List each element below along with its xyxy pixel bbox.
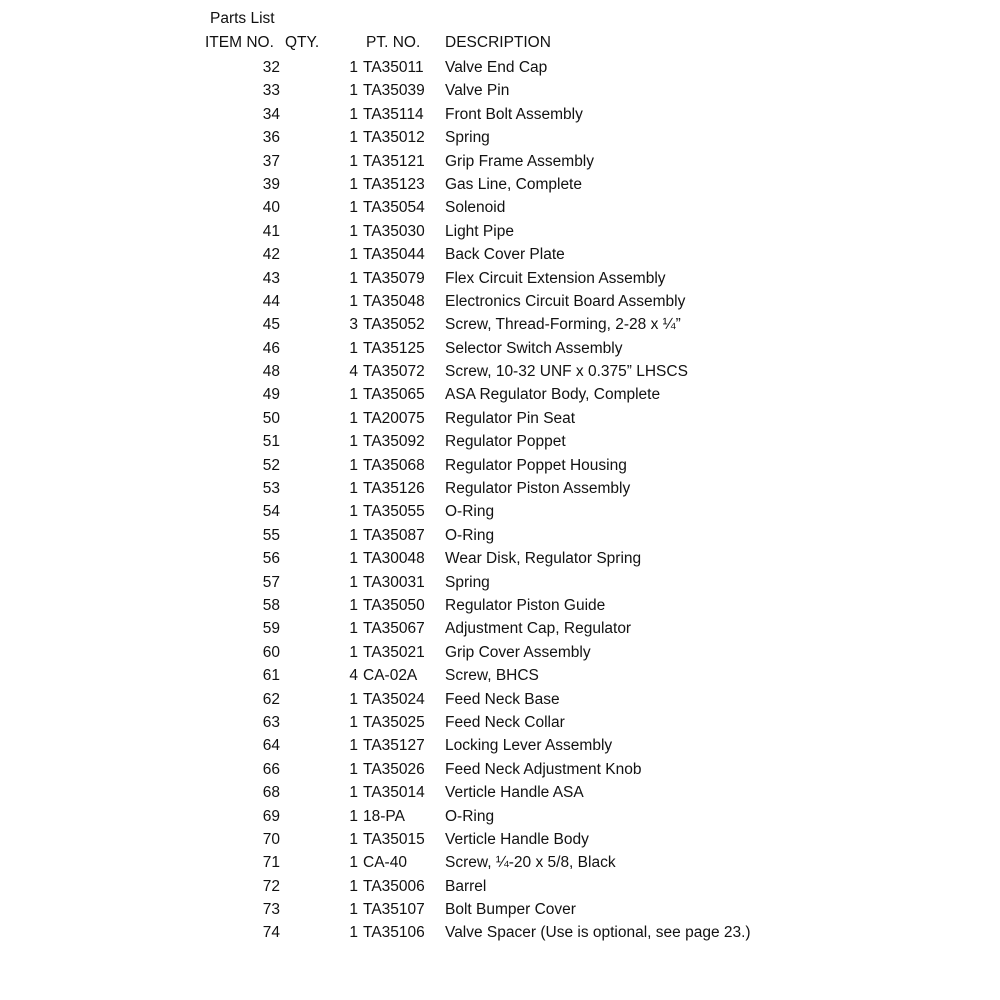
item-number: 59 bbox=[262, 620, 280, 638]
quantity: 1 bbox=[349, 433, 358, 451]
table-row bbox=[0, 758, 1000, 781]
table-row bbox=[0, 594, 1000, 617]
table-row bbox=[0, 711, 1000, 734]
item-number: 34 bbox=[262, 105, 280, 123]
description: Wear Disk, Regulator Spring bbox=[445, 550, 642, 568]
table-row bbox=[0, 103, 1000, 126]
part-number: TA30048 bbox=[363, 550, 425, 568]
description: Regulator Pin Seat bbox=[445, 409, 576, 427]
table-row bbox=[0, 313, 1000, 336]
quantity: 1 bbox=[349, 246, 358, 264]
quantity: 4 bbox=[349, 363, 358, 381]
description: O-Ring bbox=[445, 807, 495, 825]
quantity: 1 bbox=[349, 386, 358, 404]
description: Locking Lever Assembly bbox=[445, 737, 613, 755]
part-number: TA35055 bbox=[363, 503, 425, 521]
item-number: 33 bbox=[262, 82, 280, 100]
table-row bbox=[0, 56, 1000, 79]
item-number: 64 bbox=[262, 737, 280, 755]
part-number: TA35025 bbox=[363, 713, 425, 731]
description: Back Cover Plate bbox=[445, 246, 565, 264]
item-number: 71 bbox=[262, 854, 280, 872]
header-item-no: ITEM NO. bbox=[205, 34, 274, 51]
part-number: TA35127 bbox=[363, 737, 425, 755]
table-row bbox=[0, 290, 1000, 313]
description: Regulator Piston Guide bbox=[445, 596, 606, 614]
quantity: 1 bbox=[349, 199, 358, 217]
part-number: TA35106 bbox=[363, 924, 425, 942]
part-number: TA35065 bbox=[363, 386, 425, 404]
part-number: TA35052 bbox=[363, 316, 425, 334]
quantity: 1 bbox=[349, 784, 358, 802]
description: Verticle Handle Body bbox=[445, 830, 589, 848]
quantity: 1 bbox=[349, 129, 358, 147]
quantity: 3 bbox=[349, 316, 358, 334]
item-number: 44 bbox=[262, 292, 280, 310]
table-row bbox=[0, 383, 1000, 406]
item-number: 70 bbox=[262, 830, 280, 848]
item-number: 60 bbox=[262, 643, 280, 661]
quantity: 1 bbox=[349, 152, 358, 170]
quantity: 1 bbox=[349, 760, 358, 778]
description: Grip Frame Assembly bbox=[445, 152, 595, 170]
table-row bbox=[0, 173, 1000, 196]
table-row bbox=[0, 828, 1000, 851]
quantity: 1 bbox=[349, 854, 358, 872]
item-number: 45 bbox=[262, 316, 280, 334]
table-row bbox=[0, 875, 1000, 898]
item-number: 52 bbox=[262, 456, 280, 474]
item-number: 63 bbox=[262, 713, 280, 731]
part-number: TA35114 bbox=[363, 105, 424, 123]
quantity: 1 bbox=[349, 339, 358, 357]
quantity: 1 bbox=[349, 690, 358, 708]
table-row bbox=[0, 126, 1000, 149]
description: Electronics Circuit Board Assembly bbox=[445, 292, 686, 310]
part-number: TA35021 bbox=[363, 643, 425, 661]
part-number: TA35079 bbox=[363, 269, 425, 287]
part-number: TA35107 bbox=[363, 901, 425, 919]
quantity: 1 bbox=[349, 830, 358, 848]
description: O-Ring bbox=[445, 503, 495, 521]
description: Regulator Poppet Housing bbox=[445, 456, 627, 474]
quantity: 1 bbox=[349, 409, 358, 427]
description: Valve Pin bbox=[445, 82, 510, 100]
description: Bolt Bumper Cover bbox=[445, 901, 576, 919]
table-row bbox=[0, 734, 1000, 757]
part-number: TA35015 bbox=[363, 830, 425, 848]
description: Screw, ¼-20 x 5/8, Black bbox=[445, 854, 616, 872]
description: Screw, BHCS bbox=[445, 667, 539, 685]
quantity: 1 bbox=[349, 526, 358, 544]
description: Selector Switch Assembly bbox=[445, 339, 623, 357]
part-number: TA35044 bbox=[363, 246, 425, 264]
description: Valve Spacer (Use is optional, see page 23.) bbox=[445, 924, 751, 942]
item-number: 57 bbox=[262, 573, 280, 591]
part-number: TA35072 bbox=[363, 363, 425, 381]
item-number: 51 bbox=[262, 433, 280, 451]
quantity: 1 bbox=[349, 82, 358, 100]
description: Feed Neck Base bbox=[445, 690, 560, 708]
description: O-Ring bbox=[445, 526, 495, 544]
table-row bbox=[0, 500, 1000, 523]
table-row bbox=[0, 243, 1000, 266]
description: Spring bbox=[445, 129, 490, 147]
item-number: 54 bbox=[262, 503, 280, 521]
item-number: 43 bbox=[262, 269, 280, 287]
description: Regulator Piston Assembly bbox=[445, 480, 631, 498]
part-number: TA35092 bbox=[363, 433, 425, 451]
part-number: TA35050 bbox=[363, 596, 425, 614]
header-qty: QTY. bbox=[285, 34, 320, 51]
table-row bbox=[0, 150, 1000, 173]
description: Adjustment Cap, Regulator bbox=[445, 620, 632, 638]
item-number: 68 bbox=[262, 784, 280, 802]
description: Barrel bbox=[445, 877, 487, 895]
table-row bbox=[0, 898, 1000, 921]
quantity: 1 bbox=[349, 620, 358, 638]
quantity: 1 bbox=[349, 222, 358, 240]
item-number: 41 bbox=[262, 222, 280, 240]
table-row bbox=[0, 196, 1000, 219]
table-row bbox=[0, 220, 1000, 243]
item-number: 55 bbox=[262, 526, 280, 544]
description: Gas Line, Complete bbox=[445, 175, 582, 193]
quantity: 1 bbox=[349, 737, 358, 755]
table-row bbox=[0, 430, 1000, 453]
table-row bbox=[0, 547, 1000, 570]
table-row bbox=[0, 267, 1000, 290]
table-row bbox=[0, 921, 1000, 944]
part-number: TA35026 bbox=[363, 760, 425, 778]
description: Feed Neck Adjustment Knob bbox=[445, 760, 642, 778]
part-number: TA35012 bbox=[363, 129, 425, 147]
description: Valve End Cap bbox=[445, 59, 548, 76]
description: Front Bolt Assembly bbox=[445, 105, 583, 123]
item-number: 61 bbox=[262, 667, 280, 685]
quantity: 1 bbox=[349, 924, 358, 942]
item-number: 40 bbox=[262, 199, 280, 217]
page-title: Parts List bbox=[210, 10, 275, 27]
quantity: 1 bbox=[349, 550, 358, 568]
part-number: TA35123 bbox=[363, 175, 425, 193]
part-number: TA35067 bbox=[363, 620, 425, 638]
part-number: TA20075 bbox=[363, 409, 425, 427]
part-number: TA35087 bbox=[363, 526, 425, 544]
quantity: 1 bbox=[349, 573, 358, 591]
item-number: 49 bbox=[262, 386, 280, 404]
part-number: TA35126 bbox=[363, 480, 425, 498]
item-number: 48 bbox=[262, 363, 280, 381]
description: Regulator Poppet bbox=[445, 433, 566, 451]
table-row bbox=[0, 571, 1000, 594]
description: ASA Regulator Body, Complete bbox=[445, 386, 661, 404]
table-row bbox=[0, 664, 1000, 687]
item-number: 58 bbox=[262, 596, 280, 614]
part-number: TA35068 bbox=[363, 456, 425, 474]
table-row bbox=[0, 805, 1000, 828]
item-number: 37 bbox=[262, 152, 280, 170]
quantity: 1 bbox=[349, 105, 358, 123]
quantity: 1 bbox=[349, 713, 358, 731]
description: Screw, Thread-Forming, 2-28 x ¼” bbox=[445, 316, 681, 334]
part-number: TA35006 bbox=[363, 877, 425, 895]
part-number: 18-PA bbox=[363, 807, 405, 825]
quantity: 1 bbox=[349, 175, 358, 193]
description: Flex Circuit Extension Assembly bbox=[445, 269, 666, 287]
table-row bbox=[0, 617, 1000, 640]
table-row bbox=[0, 407, 1000, 430]
header-description: DESCRIPTION bbox=[445, 34, 551, 51]
header-part-no: PT. NO. bbox=[366, 34, 421, 51]
quantity: 1 bbox=[349, 292, 358, 310]
description: Verticle Handle ASA bbox=[445, 784, 584, 802]
table-row bbox=[0, 360, 1000, 383]
table-row bbox=[0, 477, 1000, 500]
description: Feed Neck Collar bbox=[445, 713, 565, 731]
item-number: 53 bbox=[262, 480, 280, 498]
item-number: 72 bbox=[262, 877, 280, 895]
table-row bbox=[0, 454, 1000, 477]
table-row bbox=[0, 641, 1000, 664]
item-number: 42 bbox=[262, 246, 280, 264]
quantity: 1 bbox=[349, 456, 358, 474]
quantity: 1 bbox=[349, 596, 358, 614]
part-number: CA-02A bbox=[363, 667, 418, 685]
description: Spring bbox=[445, 573, 490, 591]
item-number: 74 bbox=[262, 924, 280, 942]
table-row bbox=[0, 524, 1000, 547]
item-number: 56 bbox=[262, 550, 280, 568]
part-number: TA35014 bbox=[363, 784, 425, 802]
part-number: TA35054 bbox=[363, 199, 425, 217]
item-number: 73 bbox=[262, 901, 280, 919]
table-row bbox=[0, 688, 1000, 711]
quantity: 1 bbox=[349, 901, 358, 919]
quantity: 1 bbox=[349, 877, 358, 895]
part-number: TA35011 bbox=[363, 59, 424, 76]
description: Grip Cover Assembly bbox=[445, 643, 591, 661]
item-number: 32 bbox=[262, 59, 280, 76]
table-row bbox=[0, 79, 1000, 102]
part-number: CA-40 bbox=[363, 854, 407, 872]
table-row bbox=[0, 781, 1000, 804]
item-number: 39 bbox=[262, 175, 280, 193]
part-number: TA30031 bbox=[363, 573, 425, 591]
quantity: 1 bbox=[349, 269, 358, 287]
quantity: 4 bbox=[349, 667, 358, 685]
item-number: 69 bbox=[262, 807, 280, 825]
description: Solenoid bbox=[445, 199, 506, 217]
item-number: 50 bbox=[262, 409, 280, 427]
description: Light Pipe bbox=[445, 222, 514, 240]
item-number: 66 bbox=[262, 760, 280, 778]
table-row bbox=[0, 337, 1000, 360]
part-number: TA35121 bbox=[363, 152, 425, 170]
quantity: 1 bbox=[349, 643, 358, 661]
table-row bbox=[0, 851, 1000, 874]
part-number: TA35048 bbox=[363, 292, 425, 310]
parts-table bbox=[0, 56, 1000, 945]
part-number: TA35030 bbox=[363, 222, 425, 240]
part-number: TA35125 bbox=[363, 339, 425, 357]
item-number: 46 bbox=[262, 339, 280, 357]
quantity: 1 bbox=[349, 807, 358, 825]
part-number: TA35039 bbox=[363, 82, 425, 100]
quantity: 1 bbox=[349, 59, 358, 76]
item-number: 62 bbox=[262, 690, 280, 708]
quantity: 1 bbox=[349, 480, 358, 498]
quantity: 1 bbox=[349, 503, 358, 521]
description: Screw, 10-32 UNF x 0.375” LHSCS bbox=[445, 363, 688, 381]
part-number: TA35024 bbox=[363, 690, 425, 708]
item-number: 36 bbox=[262, 129, 280, 147]
